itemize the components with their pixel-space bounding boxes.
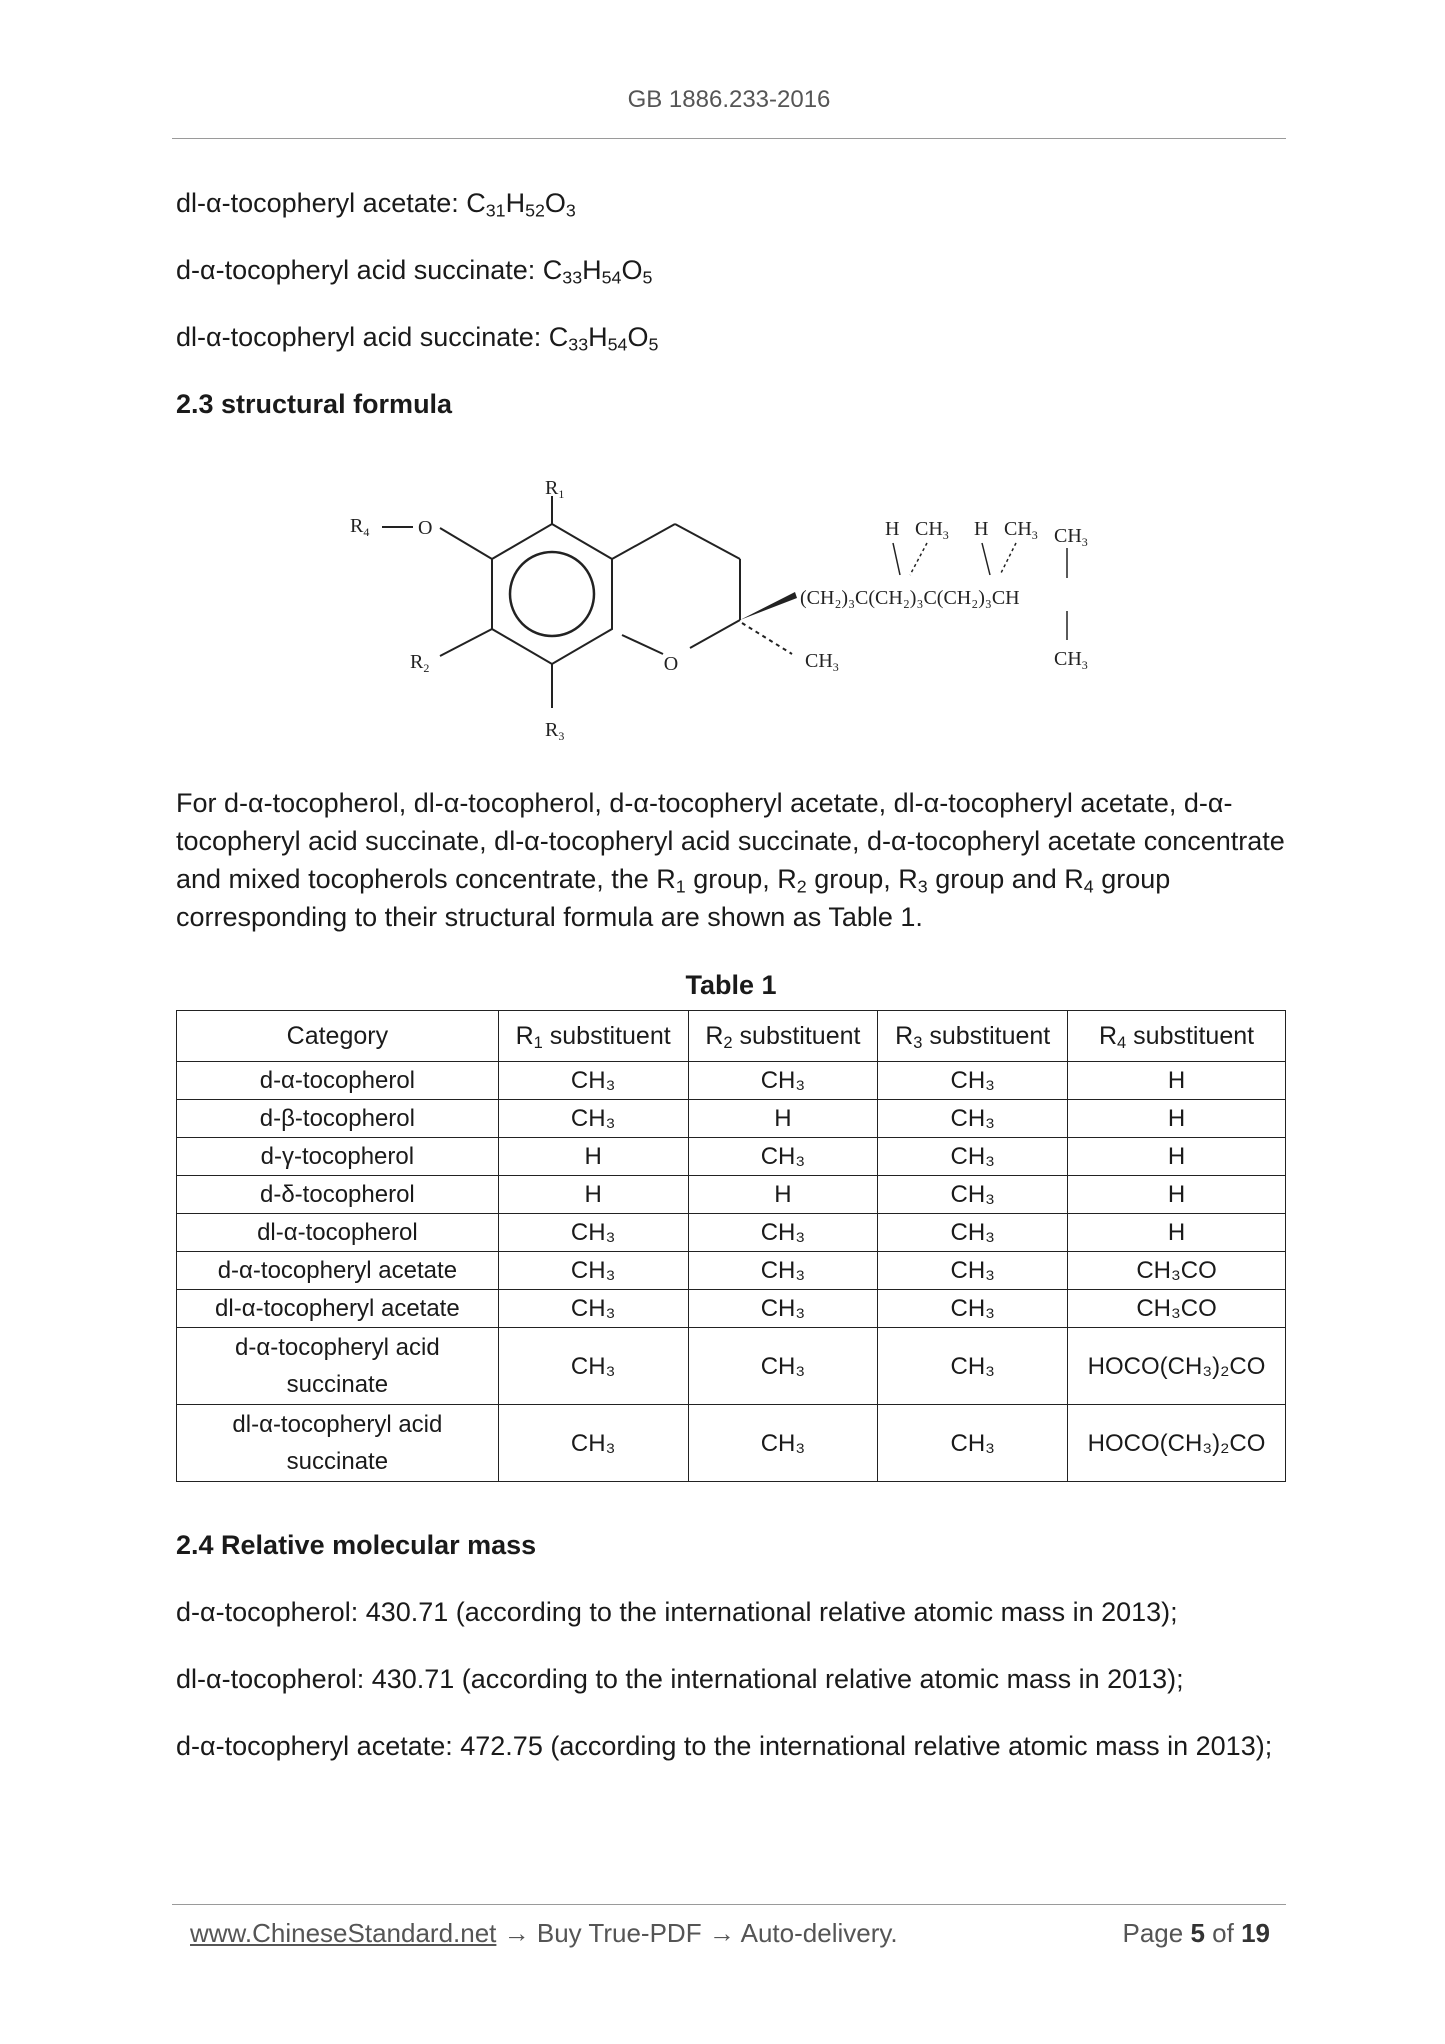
table-cell: CH₃ [688,1138,878,1176]
table-cell: H [1068,1176,1286,1214]
r2-label: $R_2$ [410,651,430,675]
chain-ch3-label: $CH_3$ [915,518,949,542]
table-cell: CH₃ [498,1328,688,1405]
chain-ch3-label: $CH_3$ [1054,525,1088,549]
table-cell: d-α-tocopherol [177,1062,499,1100]
section-heading: 2.4 Relative molecular mass [176,1530,537,1560]
table-cell: CH₃ [878,1290,1068,1328]
table-cell: H [688,1100,878,1138]
arrow-icon: → [503,1918,530,1948]
table-cell: d-β-tocopherol [177,1100,499,1138]
table-cell: CH₃ [878,1138,1068,1176]
header-cell: $R_2$ substituent [688,1011,878,1062]
table-row [177,1062,1286,1100]
website-link[interactable]: www.ChineseStandard.net [190,1918,497,1948]
table-caption: Table 1 [685,970,777,1000]
table-cell: CH₃ [688,1214,878,1252]
bond [982,543,990,575]
header-cell: $R_1$ substituent [498,1011,688,1062]
table-cell: H [1068,1138,1286,1176]
table-cell: CH₃ [498,1405,688,1482]
table-cell: CH₃ [688,1290,878,1328]
table-cell: HOCO(CH₃)₂CO [1068,1328,1286,1405]
header-cell: Category [177,1011,499,1062]
bond [612,524,675,559]
table-cell: d-γ-tocopherol [177,1138,499,1176]
header-rule [172,138,1286,139]
chain-h-label: H [885,518,900,540]
table-cell: CH₃CO [1068,1252,1286,1290]
bond [910,543,927,575]
table-row [177,1252,1286,1290]
table-cell: CH₃ [878,1252,1068,1290]
formula-line: d-α-tocopheryl acid succinate: $C_{33}H_{54}O_5$ [176,255,653,288]
wedge-bond [740,592,797,620]
table-cell: CH₃ [878,1062,1068,1100]
formula-line: dl-α-tocopheryl acid succinate: $C_{33}H_{54}O_5$ [176,322,659,355]
page-number: Page 5 of 19 [1122,1918,1270,1948]
table-cell: H [1068,1062,1286,1100]
buy-pdf-text: Buy True-PDF [536,1918,702,1948]
table-cell: H [688,1176,878,1214]
chain-ch3-label: $CH_3$ [1054,648,1088,672]
table-cell: d-α-tocopheryl acetate [177,1252,499,1290]
oxygen-label: O [418,517,433,539]
table-cell: CH₃ [498,1290,688,1328]
table-row [177,1100,1286,1138]
table-cell: CH₃ [498,1100,688,1138]
table-row [177,1290,1286,1328]
table-cell: CH₃ [878,1176,1068,1214]
table-row [177,1405,1286,1482]
table-cell: CH₃ [688,1405,878,1482]
r1-label: $R_1$ [545,477,565,501]
methyl-label: $CH_3$ [805,650,839,674]
bond [690,620,740,648]
aromatic-circle [510,552,594,636]
ring-oxygen: O [663,653,679,675]
auto-delivery-text: Auto-delivery. [740,1918,898,1948]
table-cell: CH₃ [688,1328,878,1405]
table-cell: CH₃ [498,1062,688,1100]
bond [440,629,492,656]
table-cell: CH₃ [498,1252,688,1290]
table-cell: CH₃ [878,1328,1068,1405]
table-cell: H [498,1176,688,1214]
mass-line: d-α-tocopheryl acetate: 472.75 (according to the international relative atomic mass in 2013); [176,1731,1273,1761]
table-cell: d-δ-tocopherol [177,1176,499,1214]
substituent-table [176,1010,1286,1482]
table-cell: dl-α-tocopherol [177,1214,499,1252]
bond [1000,543,1016,575]
page-footer [190,1918,1270,1949]
table-cell: H [498,1138,688,1176]
header-cell: $R_3$ substituent [878,1011,1068,1062]
section-heading: 2.3 structural formula [176,389,453,419]
r3-label: $R_3$ [545,719,565,743]
r4-label: $R_4$ [350,515,370,539]
table-header-row [177,1011,1286,1062]
table-cell: H [1068,1214,1286,1252]
side-chain-label: (CH₂)₃C(CH₂)₃C(CH₂)₃CH [800,587,1020,609]
dashed-bond [742,623,792,654]
table-row [177,1138,1286,1176]
bond [440,528,492,559]
header-cell: $R_4$ substituent [1068,1011,1286,1062]
table-cell: CH₃ [878,1100,1068,1138]
table-row [177,1214,1286,1252]
bond [622,635,663,654]
table-cell: dl-α-tocopheryl acetate [177,1290,499,1328]
table-cell: CH₃ [498,1214,688,1252]
table-cell: CH₃ [688,1062,878,1100]
bond [675,524,740,559]
table-cell: dl-α-tocopheryl acid succinate [177,1405,499,1482]
table-cell: CH₃ [878,1405,1068,1482]
table-cell: CH₃ [878,1214,1068,1252]
table-row [177,1176,1286,1214]
structural-formula-figure [340,470,1120,760]
table-cell: CH₃CO [1068,1290,1286,1328]
footer-rule [172,1904,1286,1905]
formula-line: dl-α-tocopheryl acetate: $C_{31}H_{52}O_3$ [176,188,576,221]
mass-line: dl-α-tocopherol: 430.71 (according to the international relative atomic mass in 2013); [176,1664,1184,1694]
intro-paragraph: For d-α-tocopherol, dl-α-tocopherol, d-α-tocopheryl acetate, dl-α-tocopheryl acetate, d-α-tocopheryl acid succinate, dl-α-tocopheryl acid succinate, d-α-tocopheryl acetate concentrate and mixed tocopherols concentrate, the $R_1$ group, $R_2$ group, $R_3$ group and $R_4$ group corresponding to their structural formula are shown as Table 1. [176,788,1285,932]
table-cell: d-α-tocopheryl acid succinate [177,1328,499,1405]
mass-line: d-α-tocopherol: 430.71 (according to the international relative atomic mass in 2013); [176,1597,1178,1627]
table-row [177,1328,1286,1405]
page-header: GB 1886.233-2016 [627,86,831,113]
chain-ch3-label: $CH_3$ [1004,518,1038,542]
table-cell: CH₃ [688,1252,878,1290]
bond [893,543,900,575]
arrow-icon: → [708,1918,735,1948]
table-cell: HOCO(CH₃)₂CO [1068,1405,1286,1482]
chain-h-label: H [974,518,989,540]
table-cell: H [1068,1100,1286,1138]
